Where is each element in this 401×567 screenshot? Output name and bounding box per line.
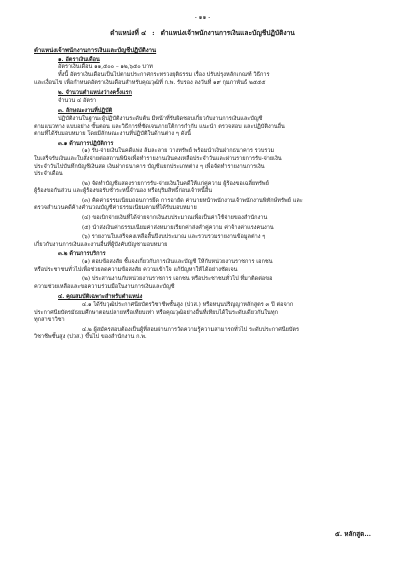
section-4-1-c: ทุกสาขาวิชา bbox=[34, 317, 65, 324]
section-4-2-a: ๔.๒ ผู้สมัครสอบต้องเป็นผู้ที่สอบผ่านการวัดความรู้ความสามารถทั่วไป ระดับประกาศนียบัตร bbox=[82, 326, 300, 333]
position-header-line: ตำแหน่งเจ้าพนักงานการเงินและบัญชีปฏิบัติงาน bbox=[34, 47, 157, 55]
section-3-2-item-2a: (๒) ประสานงานกับหน่วยงานราชการ เอกชน หรือประชาชนทั่วไป ที่มาติดต่อขอ bbox=[82, 276, 273, 283]
section-3-1-item-3b: ตรวจสำนวนคดีค้างคำนวณบัญชีค่าธรรมเนียมตามที่ได้รับมอบหมาย bbox=[34, 205, 197, 212]
section-3-intro-b: ตามแนวทาง แบบอย่าง ขั้นตอน และวิธีการที่ชัดเจนภายใต้การกำกับ แนะนำ ตรวจสอบ และปฏิบัติงานอื่น bbox=[34, 123, 285, 130]
section-1-para-a: ทั้งนี้ อัตราเงินเดือนเป็นไปตามประกาศกระทรวงยุติธรรม เรื่อง ปรับปรุงหลักเกณฑ์ วิธีการ bbox=[58, 71, 270, 78]
section-1-para-b: และเงื่อนไข เพื่อกำหนดอัตราเงินเดือนสำหรับคุณวุฒิที่ ก.พ. รับรอง ลงวันที่ ๑๙ กุมภาพันธ์ ๒๕๕๕ bbox=[34, 79, 266, 86]
section-1-rate: อัตราเงินเดือน ๑๑,๕๐๐ – ๑๒,๖๕๐ บาท bbox=[58, 64, 153, 71]
section-3-1-item-2b: ผู้ร้องขอกันส่วน และผู้ร้องขอรับชำระหนี้จำนอง หรือบุริมสิทธิ์ก่อนเจ้าหนี้อื่น bbox=[34, 188, 213, 195]
section-3-1-item-4: (๔) ขอเบิกจ่ายเงินที่ได้จ่ายจากเงินงบประมาณเพื่อเป็นค่าใช้จ่ายของสำนักงาน bbox=[82, 215, 268, 222]
section-4-title: ๔. คุณสมบัติเฉพาะสำหรับตำแหน่ง bbox=[58, 294, 143, 301]
section-3-1-title: ๓.๑ ด้านการปฏิบัติการ bbox=[58, 140, 114, 147]
position-label: ตำแหน่งที่ ๔ bbox=[110, 28, 147, 37]
section-3-1-item-6a: (๖) รายงานใบเสร็จคงเหลือสิ้นปีงบประมาณ และรวบรวมรายงานข้อมูลต่าง ๆ bbox=[82, 234, 266, 241]
continuation-marker: ๕. หลักสูต... bbox=[334, 530, 371, 539]
section-4-1-a: ๔.๑ ได้รับวุฒิประกาศนียบัตรวิชาชีพชั้นสูง (ปวส.) หรือหนุนปริญญาหลักสูตร ๓ ปี ต่อจาก bbox=[82, 302, 294, 308]
section-3-intro-c: ตามที่ได้รับมอบหมาย โดยมีลักษณะงานที่ปฏิบัติในด้านต่าง ๆ ดังนี้ bbox=[34, 131, 191, 138]
section-3-1-item-1c: ประจำวันไปบันทึกบัญชีเงินสด เงินฝากธนาคาร บัญชีแยกประเภทต่าง ๆ เพื่อจัดทำรายงานการเงิน bbox=[34, 163, 265, 170]
section-3-1-item-1b: ใบเสร็จรับเงินและใบสั่งจ่ายต่อสถานพินิจเพื่อทำรายงานเงินคงเหลือประจำวันและผ่านรายการรับ-จ่ายเงิน bbox=[34, 155, 282, 162]
position-name: ตำแหน่งเจ้าพนักงานการเงินและบัญชีปฏิบัติงาน bbox=[160, 28, 295, 37]
section-3-2-item-1a: (๑) ตอบข้อสงสัย ชี้แจงเกี่ยวกับการเงินและบัญชี ให้กับหน่วยงานราชการ เอกชน bbox=[82, 259, 273, 266]
position-colon: : bbox=[152, 28, 155, 37]
section-3-title: ๓. ลักษณะงานที่ปฏิบัติ bbox=[58, 108, 113, 115]
section-1-title: ๑. อัตราเงินเดือน bbox=[58, 56, 100, 63]
section-3-1-item-3a: (๓) คิดค่าธรรมเนียมถอนการยึด การอายัด ค่านายหน้าพนักงานเจ้าพนักงานพิทักษ์ทรัพย์ และ bbox=[82, 197, 303, 204]
section-3-1-item-6b: เกี่ยวกับงานการเงินและงานอื่นที่ผู้บังคับบัญชามอบหมาย bbox=[34, 241, 168, 248]
page-number: - ๑๑ - bbox=[194, 14, 211, 21]
section-3-1-item-2a: (๒) จัดทำบัญชีแสดงรายการรับ-จ่ายเงินในคดีให้แก่คู่ความ ผู้ร้องขอเฉลี่ยทรัพย์ bbox=[82, 180, 269, 187]
section-4-1-b: ประกาศนียบัตรมัธยมศึกษาตอนปลายหรือเทียบเท่า หรือคุณวุฒิอย่างอื่นที่เทียบได้ในระดับเดียวกันในทุก bbox=[34, 309, 278, 316]
section-4-2-b: วิชาชีพชั้นสูง (ปวส.) ขึ้นไป ของสำนักงาน ก.พ. bbox=[34, 334, 147, 341]
section-3-1-item-1a: (๑) รับ-จ่ายเงินในคดีแพ่ง ล้มละลาย วางทรัพย์ พร้อมนำเงินฝากธนาคาร รวบรวม bbox=[82, 148, 275, 155]
section-2-value: จำนวน ๔ อัตรา bbox=[58, 97, 97, 104]
section-3-2-title: ๓.๒ ด้านการบริการ bbox=[58, 251, 106, 258]
section-3-2-item-2b: ความช่วยเหลือและขอความร่วมมือในงานการเงินและบัญชี bbox=[34, 283, 175, 290]
section-3-intro-a: ปฏิบัติงานในฐานะผู้ปฏิบัติงานระดับต้น มีหน้าที่รับผิดชอบเกี่ยวกับงานการเงินและบัญชี bbox=[58, 115, 263, 122]
section-2-title: ๒. จำนวนตำแหน่งว่างครั้งแรก bbox=[58, 90, 132, 97]
position-title bbox=[34, 30, 371, 38]
section-3-2-item-1b: หรือประชาชนทั่วไปเพื่อช่วยลดความข้อสงสัย ความเข้าใจ แก้ปัญหาให้ได้อย่างชัดเจน bbox=[34, 266, 238, 273]
section-3-1-item-1d: ประจำเดือน bbox=[34, 171, 63, 178]
section-3-1-item-5: (๕) นำส่งเงินค่าธรรมเนียมค่าส่งหมายเรียกค่าส่งคำคู่ความ ค่าจ้างค่าแรงคนงาน bbox=[82, 224, 274, 231]
